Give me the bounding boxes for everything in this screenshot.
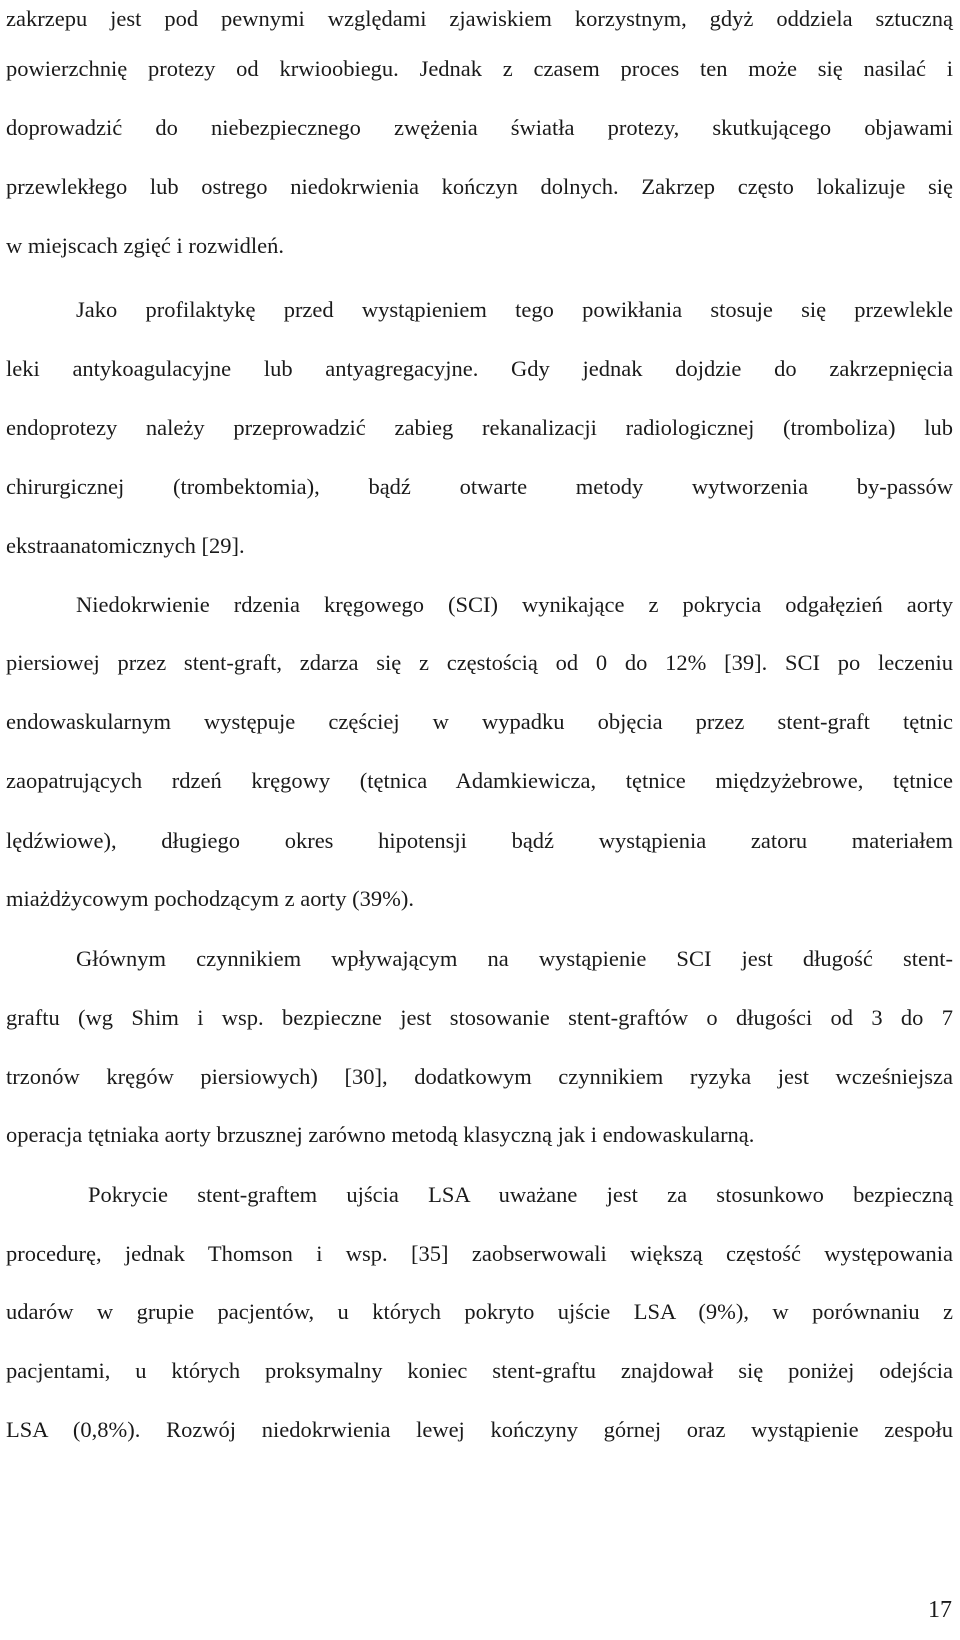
text-line: procedurę, jednak Thomson i wsp. [35] zaobserwowali większą częstość występowania — [6, 1241, 953, 1266]
text-line: pacjentami, u których proksymalny koniec stent-graftu znajdował się poniżej odejścia — [6, 1358, 953, 1383]
text-line: lędźwiowe), długiego okres hipotensji bądź wystąpienia zatoru materiałem — [6, 828, 953, 853]
text-line: doprowadzić do niebezpiecznego zwężenia światła protezy, skutkującego objawami — [6, 115, 953, 140]
page-number: 17 — [928, 1597, 952, 1623]
text-line: przewlekłego lub ostrego niedokrwienia kończyn dolnych. Zakrzep często lokalizuje się — [6, 174, 953, 199]
text-line: trzonów kręgów piersiowych) [30], dodatkowym czynnikiem ryzyka jest wcześniejsza — [6, 1064, 953, 1089]
text-line: graftu (wg Shim i wsp. bezpieczne jest stosowanie stent-graftów o długości od 3 do 7 — [6, 1005, 953, 1030]
text-line: LSA (0,8%). Rozwój niedokrwienia lewej kończyny górnej oraz wystąpienie zespołu — [6, 1417, 953, 1442]
text-line: endoprotezy należy przeprowadzić zabieg rekanalizacji radiologicznej (tromboliza) lub — [6, 415, 953, 440]
text-line: endowaskularnym występuje częściej w wypadku objęcia przez stent-graft tętnic — [6, 709, 953, 734]
text-line: zakrzepu jest pod pewnymi względami zjawiskiem korzystnym, gdyż oddziela sztuczną — [6, 6, 953, 31]
text-line: Głównym czynnikiem wpływającym na wystąpienie SCI jest długość stent- — [76, 946, 953, 971]
text-line: piersiowej przez stent-graft, zdarza się z częstością od 0 do 12% [39]. SCI po leczeniu — [6, 650, 953, 675]
text-line: udarów w grupie pacjentów, u których pokryto ujście LSA (9%), w porównaniu z — [6, 1299, 953, 1324]
text-line: Jako profilaktykę przed wystąpieniem tego powikłania stosuje się przewlekle — [76, 297, 953, 322]
text-line: miażdżycowym pochodzącym z aorty (39%). — [6, 886, 414, 911]
text-line: operacja tętniaka aorty brzusznej zarówno metodą klasyczną jak i endowaskularną. — [6, 1122, 755, 1147]
text-line: powierzchnię protezy od krwioobiegu. Jednak z czasem proces ten może się nasilać i — [6, 56, 953, 81]
text-line: chirurgicznej (trombektomia), bądź otwarte metody wytworzenia by-passów — [6, 474, 953, 499]
text-line: w miejscach zgięć i rozwidleń. — [6, 233, 285, 258]
text-line: ekstraanatomicznych [29]. — [6, 533, 245, 558]
text-line: zaopatrujących rdzeń kręgowy (tętnica Adamkiewicza, tętnice międzyżebrowe, tętnice — [6, 768, 953, 793]
text-line: Niedokrwienie rdzenia kręgowego (SCI) wynikające z pokrycia odgałęzień aorty — [76, 592, 953, 617]
text-line: leki antykoagulacyjne lub antyagregacyjne. Gdy jednak dojdzie do zakrzepnięcia — [6, 356, 953, 381]
text-line: Pokrycie stent-graftem ujścia LSA uważane jest za stosunkowo bezpieczną — [88, 1182, 953, 1207]
